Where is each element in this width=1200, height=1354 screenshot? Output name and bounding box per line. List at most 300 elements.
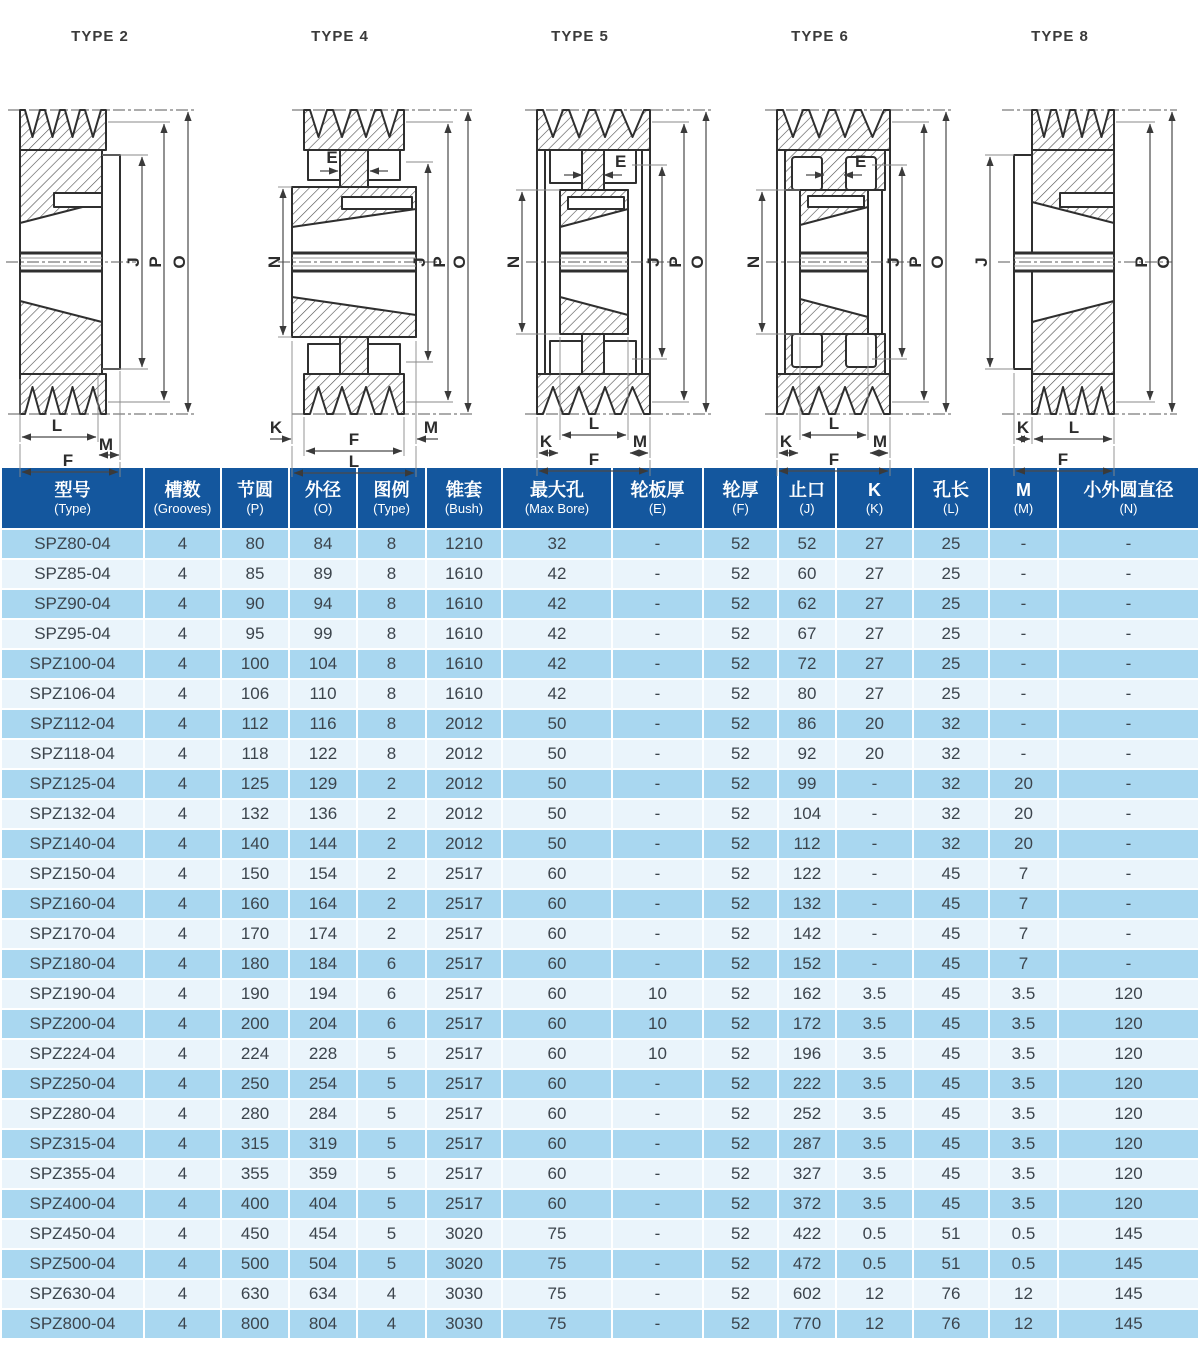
cell-legend: 5 — [357, 1099, 426, 1129]
cell-m: 20 — [989, 829, 1058, 859]
dim-label-M: M — [632, 432, 648, 451]
cell-grooves: 4 — [144, 1279, 221, 1309]
dim-label-L: L — [828, 414, 840, 433]
cell-f: 52 — [703, 619, 778, 649]
cell-legend: 4 — [357, 1309, 426, 1339]
cell-f: 52 — [703, 949, 778, 979]
cell-pitch: 80 — [221, 529, 289, 559]
cell-model: SPZ112-04 — [1, 709, 144, 739]
cell-n: 120 — [1058, 1009, 1199, 1039]
cell-f: 52 — [703, 1219, 778, 1249]
table-row — [1, 859, 1199, 889]
cell-l: 45 — [913, 889, 989, 919]
cell-m: - — [989, 709, 1058, 739]
diagram-title: TYPE 5 — [551, 28, 609, 45]
cell-grooves: 4 — [144, 1009, 221, 1039]
pulley-drawing-type-6 — [722, 47, 958, 477]
cell-bush: 2012 — [426, 769, 502, 799]
col-header-l: 孔长 (L) — [913, 467, 989, 529]
dim-label-J: J — [124, 257, 143, 267]
cell-legend: 5 — [357, 1159, 426, 1189]
cell-f: 52 — [703, 889, 778, 919]
dim-label-E: E — [615, 152, 627, 171]
cell-grooves: 4 — [144, 589, 221, 619]
cell-j: 770 — [778, 1309, 836, 1339]
dim-label-K: K — [269, 418, 283, 437]
pulley-diagram-type-5 — [480, 10, 720, 469]
cell-maxbore: 50 — [502, 709, 612, 739]
col-header-e: 轮板厚 (E) — [612, 467, 703, 529]
cell-legend: 6 — [357, 979, 426, 1009]
cell-pitch: 630 — [221, 1279, 289, 1309]
cell-e: - — [612, 1159, 703, 1189]
cell-bush: 2517 — [426, 949, 502, 979]
cell-pitch: 180 — [221, 949, 289, 979]
cell-model: SPZ140-04 — [1, 829, 144, 859]
cell-m: - — [989, 529, 1058, 559]
dim-label-L: L — [348, 452, 360, 471]
cell-bush: 2012 — [426, 709, 502, 739]
cell-e: - — [612, 1309, 703, 1339]
cell-n: - — [1058, 649, 1199, 679]
cell-maxbore: 60 — [502, 949, 612, 979]
cell-j: 252 — [778, 1099, 836, 1129]
cell-legend: 4 — [357, 1279, 426, 1309]
cell-l: 76 — [913, 1309, 989, 1339]
spec-table — [0, 466, 1200, 1340]
cell-bush: 1610 — [426, 559, 502, 589]
cell-pitch: 125 — [221, 769, 289, 799]
cell-j: 162 — [778, 979, 836, 1009]
cell-n: - — [1058, 619, 1199, 649]
table-row — [1, 829, 1199, 859]
cell-n: - — [1058, 739, 1199, 769]
cell-l: 25 — [913, 529, 989, 559]
cell-bush: 2012 — [426, 739, 502, 769]
cell-k: 20 — [836, 739, 913, 769]
cell-maxbore: 75 — [502, 1219, 612, 1249]
cell-bush: 2517 — [426, 1099, 502, 1129]
cell-bush: 3030 — [426, 1309, 502, 1339]
cell-grooves: 4 — [144, 1309, 221, 1339]
cell-f: 52 — [703, 1279, 778, 1309]
cell-j: 52 — [778, 529, 836, 559]
dim-label-L: L — [1068, 418, 1080, 437]
cell-pitch: 450 — [221, 1219, 289, 1249]
cell-od: 184 — [289, 949, 357, 979]
web-pocket — [846, 334, 876, 367]
cell-m: 7 — [989, 889, 1058, 919]
cell-pitch: 400 — [221, 1189, 289, 1219]
cell-legend: 5 — [357, 1069, 426, 1099]
cell-l: 32 — [913, 769, 989, 799]
pulley-rim-bottom — [537, 374, 650, 414]
dim-label-O: O — [928, 255, 947, 269]
cell-od: 634 — [289, 1279, 357, 1309]
table-row — [1, 1039, 1199, 1069]
dim-label-P: P — [146, 256, 165, 268]
cell-f: 52 — [703, 919, 778, 949]
cell-m: 3.5 — [989, 1069, 1058, 1099]
dim-label-O: O — [450, 255, 469, 269]
table-row — [1, 979, 1199, 1009]
cell-k: 3.5 — [836, 1159, 913, 1189]
table-row — [1, 889, 1199, 919]
dim-label-M: M — [98, 435, 114, 454]
cell-maxbore: 60 — [502, 979, 612, 1009]
cell-k: 3.5 — [836, 1039, 913, 1069]
cell-n: - — [1058, 799, 1199, 829]
cell-l: 45 — [913, 1069, 989, 1099]
cell-f: 52 — [703, 1099, 778, 1129]
cell-l: 32 — [913, 739, 989, 769]
cell-f: 52 — [703, 829, 778, 859]
pulley-rim-bottom — [304, 374, 404, 414]
cell-j: 86 — [778, 709, 836, 739]
table-row — [1, 1009, 1199, 1039]
cell-m: 3.5 — [989, 1159, 1058, 1189]
table-row — [1, 1099, 1199, 1129]
cell-legend: 8 — [357, 739, 426, 769]
cell-j: 422 — [778, 1219, 836, 1249]
cell-e: - — [612, 709, 703, 739]
cell-l: 32 — [913, 709, 989, 739]
cell-pitch: 100 — [221, 649, 289, 679]
cell-grooves: 4 — [144, 1039, 221, 1069]
cell-grooves: 4 — [144, 829, 221, 859]
cell-l: 45 — [913, 1129, 989, 1159]
cell-od: 319 — [289, 1129, 357, 1159]
cell-l: 45 — [913, 1099, 989, 1129]
cell-legend: 8 — [357, 589, 426, 619]
cell-f: 52 — [703, 799, 778, 829]
cell-k: 12 — [836, 1279, 913, 1309]
cell-l: 45 — [913, 979, 989, 1009]
cell-od: 129 — [289, 769, 357, 799]
cell-e: - — [612, 1129, 703, 1159]
cell-j: 80 — [778, 679, 836, 709]
cell-pitch: 355 — [221, 1159, 289, 1189]
cell-pitch: 190 — [221, 979, 289, 1009]
table-row — [1, 919, 1199, 949]
cell-maxbore: 50 — [502, 739, 612, 769]
cell-e: - — [612, 649, 703, 679]
table-row — [1, 1309, 1199, 1339]
cell-pitch: 170 — [221, 919, 289, 949]
cell-m: 7 — [989, 949, 1058, 979]
cell-model: SPZ224-04 — [1, 1039, 144, 1069]
cell-l: 25 — [913, 679, 989, 709]
cell-e: - — [612, 529, 703, 559]
dim-label-E: E — [326, 148, 338, 167]
dim-label-F: F — [1057, 450, 1069, 469]
cell-m: 12 — [989, 1309, 1058, 1339]
cell-od: 804 — [289, 1309, 357, 1339]
cell-f: 52 — [703, 979, 778, 1009]
cell-maxbore: 75 — [502, 1249, 612, 1279]
cell-legend: 2 — [357, 919, 426, 949]
cell-od: 154 — [289, 859, 357, 889]
cell-maxbore: 42 — [502, 559, 612, 589]
table-row — [1, 1279, 1199, 1309]
cell-model: SPZ355-04 — [1, 1159, 144, 1189]
cell-n: 120 — [1058, 1129, 1199, 1159]
cell-e: - — [612, 769, 703, 799]
cell-j: 104 — [778, 799, 836, 829]
web-pocket — [792, 334, 822, 367]
cell-grooves: 4 — [144, 1219, 221, 1249]
cell-f: 52 — [703, 679, 778, 709]
cell-od: 228 — [289, 1039, 357, 1069]
cell-f: 52 — [703, 559, 778, 589]
cell-n: 120 — [1058, 1069, 1199, 1099]
col-header-k: K (K) — [836, 467, 913, 529]
cell-n: 120 — [1058, 979, 1199, 1009]
pulley-rim-bottom — [1032, 374, 1114, 414]
cell-model: SPZ132-04 — [1, 799, 144, 829]
cell-maxbore: 32 — [502, 529, 612, 559]
col-header-type: 型号 (Type) — [1, 467, 144, 529]
web-section — [582, 334, 604, 374]
cell-model: SPZ90-04 — [1, 589, 144, 619]
cell-bush: 2012 — [426, 829, 502, 859]
col-header-n: 小外圆直径 (N) — [1058, 467, 1199, 529]
cell-k: 0.5 — [836, 1249, 913, 1279]
dim-label-L: L — [51, 416, 63, 435]
cell-n: - — [1058, 889, 1199, 919]
cell-k: 0.5 — [836, 1219, 913, 1249]
cell-bush: 2517 — [426, 1009, 502, 1039]
cell-k: 27 — [836, 589, 913, 619]
cell-n: 145 — [1058, 1309, 1199, 1339]
table-row — [1, 1249, 1199, 1279]
dim-label-J: J — [884, 257, 903, 267]
cell-j: 122 — [778, 859, 836, 889]
cell-l: 45 — [913, 859, 989, 889]
cell-model: SPZ400-04 — [1, 1189, 144, 1219]
cell-k: 3.5 — [836, 1129, 913, 1159]
col-header-bush: 锥套 (Bush) — [426, 467, 502, 529]
cell-pitch: 85 — [221, 559, 289, 589]
cell-grooves: 4 — [144, 559, 221, 589]
cell-e: 10 — [612, 1039, 703, 1069]
cell-e: - — [612, 1189, 703, 1219]
pulley-diagram-type-4 — [240, 10, 480, 471]
cell-n: - — [1058, 679, 1199, 709]
cell-pitch: 800 — [221, 1309, 289, 1339]
col-header-maxbore: 最大孔 (Max Bore) — [502, 467, 612, 529]
cell-maxbore: 60 — [502, 919, 612, 949]
dim-label-O: O — [688, 255, 707, 269]
pulley-diagram-type-2 — [0, 10, 240, 470]
cell-maxbore: 60 — [502, 1159, 612, 1189]
cell-pitch: 112 — [221, 709, 289, 739]
cell-maxbore: 60 — [502, 889, 612, 919]
cell-model: SPZ160-04 — [1, 889, 144, 919]
cell-l: 45 — [913, 919, 989, 949]
cell-e: - — [612, 589, 703, 619]
cell-e: - — [612, 919, 703, 949]
cell-m: - — [989, 649, 1058, 679]
cell-od: 94 — [289, 589, 357, 619]
cell-n: 120 — [1058, 1189, 1199, 1219]
cell-l: 32 — [913, 829, 989, 859]
cell-bush: 1610 — [426, 589, 502, 619]
dim-label-M: M — [872, 432, 888, 451]
cell-k: - — [836, 889, 913, 919]
cell-bush: 3020 — [426, 1249, 502, 1279]
cell-k: 3.5 — [836, 1099, 913, 1129]
web-section — [340, 150, 368, 187]
cell-od: 89 — [289, 559, 357, 589]
cell-legend: 5 — [357, 1039, 426, 1069]
cell-pitch: 132 — [221, 799, 289, 829]
cell-j: 60 — [778, 559, 836, 589]
cell-l: 76 — [913, 1279, 989, 1309]
cell-n: 120 — [1058, 1039, 1199, 1069]
cell-grooves: 4 — [144, 739, 221, 769]
cell-od: 254 — [289, 1069, 357, 1099]
cell-m: 12 — [989, 1279, 1058, 1309]
cell-j: 112 — [778, 829, 836, 859]
cell-model: SPZ280-04 — [1, 1099, 144, 1129]
table-row — [1, 1159, 1199, 1189]
cell-e: 10 — [612, 1009, 703, 1039]
cell-j: 287 — [778, 1129, 836, 1159]
cell-f: 52 — [703, 859, 778, 889]
cell-e: - — [612, 1069, 703, 1099]
cell-od: 136 — [289, 799, 357, 829]
cell-grooves: 4 — [144, 679, 221, 709]
dim-label-M: M — [423, 418, 439, 437]
pulley-rim-top — [20, 110, 106, 150]
cell-f: 52 — [703, 1249, 778, 1279]
cell-od: 174 — [289, 919, 357, 949]
cell-grooves: 4 — [144, 1189, 221, 1219]
cell-model: SPZ800-04 — [1, 1309, 144, 1339]
spec-table-body — [1, 529, 1199, 1339]
cell-n: - — [1058, 529, 1199, 559]
web-pocket — [792, 157, 822, 190]
pulley-rim-bottom — [20, 374, 106, 414]
cell-legend: 5 — [357, 1189, 426, 1219]
cell-bush: 2517 — [426, 1159, 502, 1189]
cell-legend: 8 — [357, 709, 426, 739]
cell-n: - — [1058, 949, 1199, 979]
cell-grooves: 4 — [144, 919, 221, 949]
cell-grooves: 4 — [144, 799, 221, 829]
cell-od: 99 — [289, 619, 357, 649]
cell-model: SPZ100-04 — [1, 649, 144, 679]
cell-pitch: 140 — [221, 829, 289, 859]
cell-f: 52 — [703, 739, 778, 769]
cell-bush: 2517 — [426, 859, 502, 889]
cell-legend: 8 — [357, 679, 426, 709]
table-row — [1, 1219, 1199, 1249]
cell-n: - — [1058, 559, 1199, 589]
cell-legend: 5 — [357, 1129, 426, 1159]
cell-model: SPZ95-04 — [1, 619, 144, 649]
cell-maxbore: 60 — [502, 1099, 612, 1129]
cell-f: 52 — [703, 1069, 778, 1099]
cell-grooves: 4 — [144, 529, 221, 559]
cell-legend: 8 — [357, 559, 426, 589]
cell-model: SPZ315-04 — [1, 1129, 144, 1159]
cell-bush: 2517 — [426, 1039, 502, 1069]
diagram-title: TYPE 8 — [1031, 28, 1089, 45]
cell-grooves: 4 — [144, 619, 221, 649]
web-pocket — [550, 341, 582, 374]
cell-od: 116 — [289, 709, 357, 739]
cell-od: 194 — [289, 979, 357, 1009]
dim-label-P: P — [906, 256, 925, 268]
cell-n: - — [1058, 589, 1199, 619]
cell-m: - — [989, 559, 1058, 589]
cell-k: 3.5 — [836, 979, 913, 1009]
dim-label-F: F — [828, 450, 840, 469]
cell-maxbore: 42 — [502, 589, 612, 619]
cell-maxbore: 60 — [502, 1189, 612, 1219]
web-pocket — [308, 344, 340, 374]
table-row — [1, 769, 1199, 799]
cell-n: 145 — [1058, 1279, 1199, 1309]
cell-maxbore: 60 — [502, 1039, 612, 1069]
cell-bush: 2012 — [426, 799, 502, 829]
dim-label-O: O — [170, 255, 189, 269]
cell-maxbore: 75 — [502, 1309, 612, 1339]
cell-j: 472 — [778, 1249, 836, 1279]
cell-l: 51 — [913, 1219, 989, 1249]
cell-pitch: 200 — [221, 1009, 289, 1039]
cell-j: 222 — [778, 1069, 836, 1099]
cell-n: - — [1058, 919, 1199, 949]
cell-j: 196 — [778, 1039, 836, 1069]
cell-legend: 2 — [357, 889, 426, 919]
web-pocket — [604, 341, 636, 374]
cell-model: SPZ80-04 — [1, 529, 144, 559]
cell-l: 25 — [913, 559, 989, 589]
cell-legend: 5 — [357, 1249, 426, 1279]
cell-l: 51 — [913, 1249, 989, 1279]
cell-m: 3.5 — [989, 979, 1058, 1009]
pulley-rim-top — [304, 110, 404, 150]
cell-f: 52 — [703, 1189, 778, 1219]
cell-j: 602 — [778, 1279, 836, 1309]
cell-grooves: 4 — [144, 949, 221, 979]
pulley-diagram-type-8 — [960, 10, 1200, 469]
cell-m: - — [989, 589, 1058, 619]
cell-e: - — [612, 679, 703, 709]
pulley-rim-top — [537, 110, 650, 150]
web-section — [582, 150, 604, 190]
cell-od: 144 — [289, 829, 357, 859]
cell-l: 45 — [913, 949, 989, 979]
cell-od: 164 — [289, 889, 357, 919]
cell-grooves: 4 — [144, 889, 221, 919]
cell-maxbore: 42 — [502, 619, 612, 649]
cell-maxbore: 50 — [502, 769, 612, 799]
pulley-diagram-type-6 — [720, 10, 960, 469]
cell-model: SPZ106-04 — [1, 679, 144, 709]
table-row — [1, 949, 1199, 979]
cell-m: 3.5 — [989, 1129, 1058, 1159]
cell-model: SPZ200-04 — [1, 1009, 144, 1039]
cell-e: - — [612, 1099, 703, 1129]
cell-model: SPZ630-04 — [1, 1279, 144, 1309]
cell-od: 84 — [289, 529, 357, 559]
cell-n: 120 — [1058, 1159, 1199, 1189]
col-header-grooves: 槽数 (Grooves) — [144, 467, 221, 529]
